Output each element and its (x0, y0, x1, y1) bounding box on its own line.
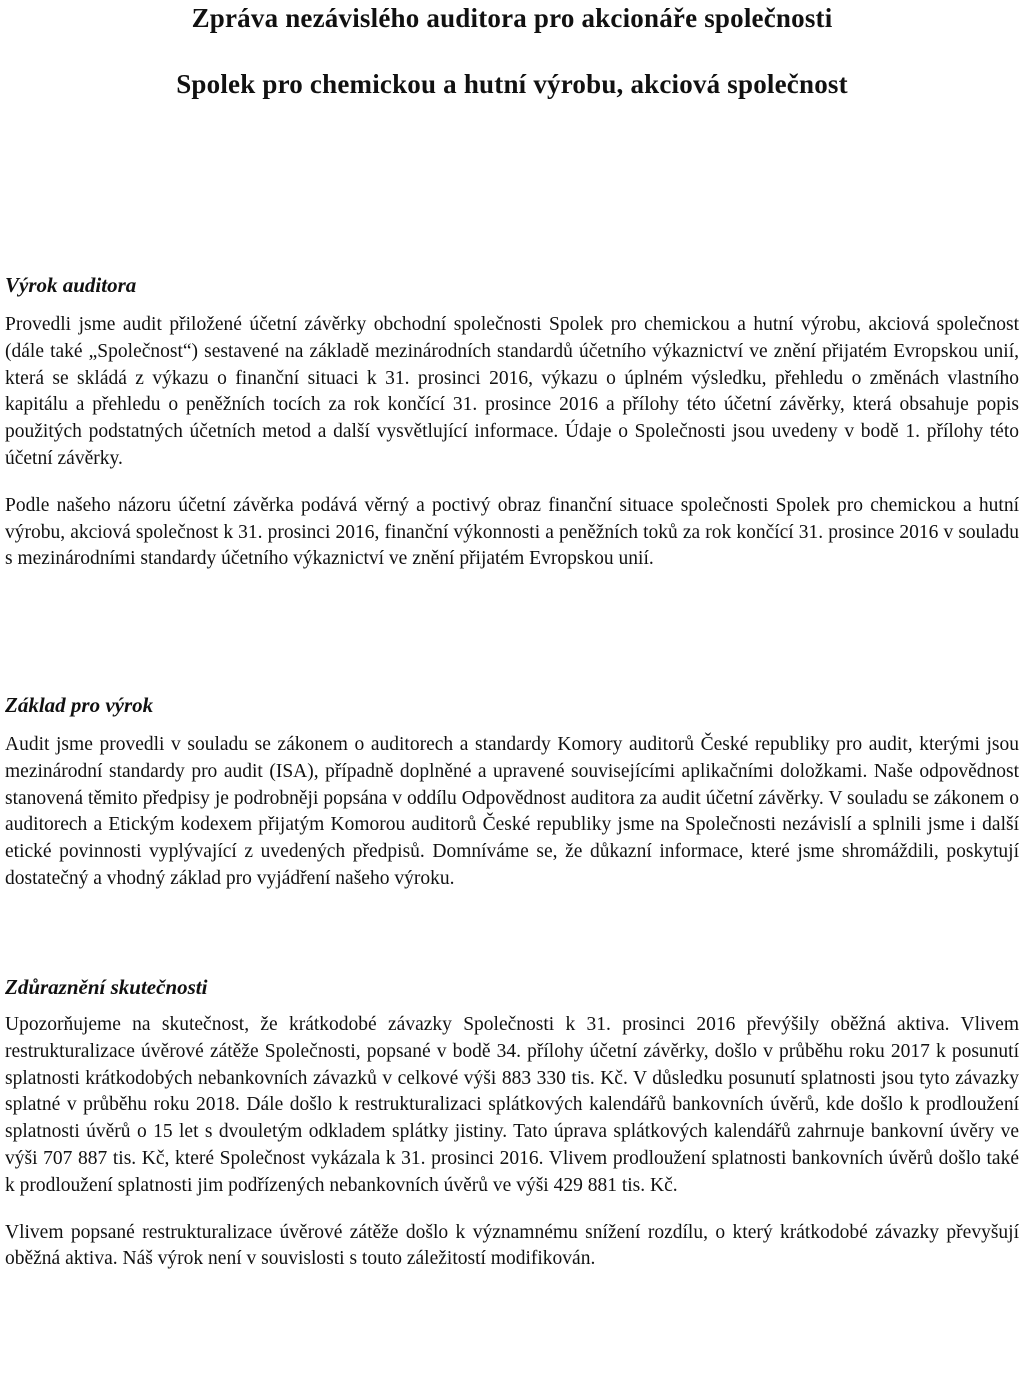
section-heading: Zdůraznění skutečnosti (5, 975, 208, 999)
paragraph: Audit jsme provedli v souladu se zákonem o auditorech a standardy Komory auditorů České republiky pro audit, kterými jsou mezinárodní standardy pro audit (ISA), případně doplněné a upravené souvisejícími aplikačními doložkami. Naše odpovědnost stanovená těmito předpisy je podrobněji popsána v oddílu Odpovědnost auditora za audit účetní závěrky. V souladu se zákonem o auditorech a Etickým kodexem přijatým Komorou auditorů České republiky jsme na Společnosti nezávislí a splnili jsme i další etické povinnosti vyplývající z uvedených předpisů. Domníváme se, že důkazní informace, které jsme shromáždili, poskytují dostatečný a vhodný základ pro vyjádření našeho výroku. (5, 734, 1019, 889)
section-auditor-opinion (5, 272, 1019, 573)
section-emphasis-of-matter (5, 974, 1019, 1273)
paragraph: Provedli jsme audit přiložené účetní závěrky obchodní společnosti Spolek pro chemickou a hutní výrobu, akciová společnost (dále také „Společnost“) sestavené na základě mezinárodních standardů účetního výkaznictví ve znění přijatém Evropskou unií, která se skládá z výkazu o finanční situaci k 31. prosinci 2016, výkazu o úplném výsledku, přehledu o změnách vlastního kapitálu a přehledu o peněžních tocích za rok končící 31. prosince 2016 a přílohy této účetní závěrky, která obsahuje popis použitých podstatných účetních metod a další vysvětlující informace. Údaje o Společnosti jsou uvedeny v bodě 1. přílohy této účetní závěrky. (5, 314, 1019, 469)
paragraph: Vlivem popsané restrukturalizace úvěrové zátěže došlo k významnému snížení rozdílu, o který krátkodobé závazky převyšují oběžná aktiva. Náš výrok není v souvislosti s touto záležitostí modifikován. (5, 1221, 1019, 1270)
paragraph: Podle našeho názoru účetní závěrka podává věrný a poctivý obraz finanční situace společnosti Spolek pro chemickou a hutní výrobu, akciová společnost k 31. prosinci 2016, finanční výkonnosti a peněžních toků za rok končící 31. prosince 2016 v souladu s mezinárodními standardy účetního výkaznictví ve znění přijatém Evropskou unií. (5, 494, 1019, 570)
section-heading: Základ pro výrok (5, 693, 154, 717)
paragraph: Upozorňujeme na skutečnost, že krátkodobé závazky Společnosti k 31. prosinci 2016 převýšily oběžná aktiva. Vlivem restrukturalizace úvěrové zátěže Společnosti, popsané v bodě 34. přílohy účetní závěrky, došlo v průběhu roku 2017 k posunutí splatnosti krátkodobých nebankovních závazků v celkové výši 883 330 tis. Kč. V důsledku posunutí splatnosti jsou tyto závazky splatné v průběhu roku 2018. Dále došlo k restrukturalizaci splátkových kalendářů bankovních úvěrů, kde došlo k prodloužení splatnosti úvěrů o 15 let s dvouletým odkladem splátky jistiny. Tato úprava splátkových kalendářů zahrnuje bankovní úvěry ve výši 707 887 tis. Kč, které Společnost vykázala k 31. prosinci 2016. Vlivem prodloužení splatnosti bankovních úvěrů došlo také k prodloužení splatnosti jim podřízených nebankovních úvěrů ve výši 429 881 tis. Kč. (5, 1014, 1019, 1196)
report-title: Zpráva nezávislého auditora pro akcionáře společnosti (191, 3, 833, 33)
section-basis-for-opinion (5, 692, 1019, 893)
company-title: Spolek pro chemickou a hutní výrobu, akciová společnost (176, 69, 848, 99)
section-heading: Výrok auditora (5, 273, 137, 297)
